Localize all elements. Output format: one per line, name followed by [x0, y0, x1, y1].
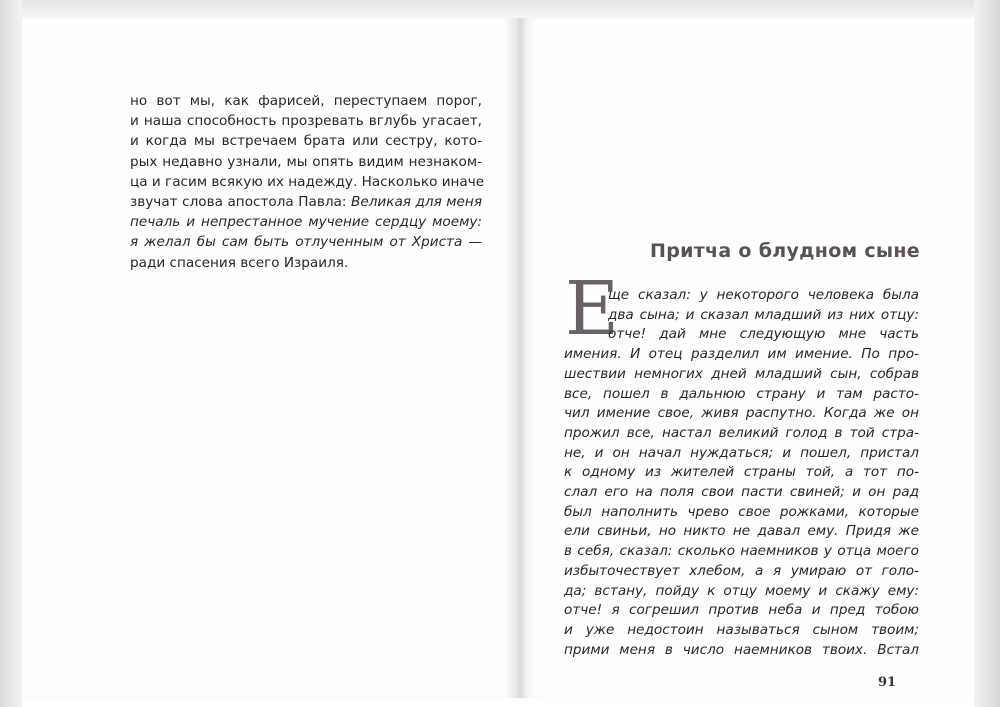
text-line: но вот мы, как фарисей, переступаем порог, [130, 93, 482, 109]
text-line: не, и он начал нуждаться; и пошел, пристал [564, 444, 919, 461]
scan-right-edge [974, 0, 1000, 707]
text-line: рых недавно узнали, мы опять видим незнаком- [130, 153, 482, 170]
text-line: ради спасения всего Израиля. [130, 254, 349, 271]
scan-top-edge [0, 0, 1000, 18]
text-line: чил имение свое, живя распутно. Когда же он [564, 405, 919, 422]
text-line: да; встану, пойду к отцу моему и скажу ему: [564, 582, 919, 599]
text-line: слал его на поля свои пасти свиней; и он рад [564, 484, 919, 501]
text-line: шествии немногих дней младший сын, собрав [564, 365, 919, 382]
text-line: ца и гасим всякую их надежду. Насколько иначе [130, 173, 485, 190]
text-line: прими меня в число наемников твоих. Встал [564, 641, 919, 658]
text-line: к одному из жителей страны той, а тот по- [564, 464, 919, 481]
page-number: 91 [878, 675, 897, 690]
book-gutter [515, 18, 525, 698]
text-line: два сына; и сказал младший из них отцу: [608, 306, 919, 323]
text-line: прожил все, настал великий голод в той стра- [564, 424, 919, 441]
text-line: и наша способность прозревать вглубь угасает, [130, 113, 482, 130]
text-line: и уже недостоин называться сыном твоим; [564, 621, 919, 638]
text-line: печаль и непрестанное мучение сердцу моему: [130, 214, 482, 231]
text-line: ще сказал: у некоторого человека была [608, 287, 919, 303]
text-line: все, пошел в дальнюю страну и там расто- [564, 385, 919, 402]
text-line: в себя, сказал: сколько наемников у отца моего [564, 543, 919, 560]
text-line: звучат слова апостола Павла: Великая для меня [130, 194, 482, 211]
right-page-text [564, 286, 919, 660]
scan-left-edge [0, 0, 22, 707]
drop-cap: Е [565, 266, 620, 352]
text-line: отче! я согрешил против неба и пред тобою [564, 602, 919, 619]
text-line: избыточествует хлебом, а я умираю от голо- [564, 562, 919, 579]
text-line: имения. И отец разделил им имение. По про- [564, 346, 919, 363]
chapter-title: Притча о блудном сыне [650, 240, 920, 262]
left-page-text [130, 91, 485, 273]
text-line: ели свиньи, но никто не давал ему. Придя же [564, 523, 919, 540]
text-line: отче! дай мне следующую мне часть [608, 326, 919, 343]
text-line: я желал бы сам быть отлученным от Христа — [130, 234, 482, 251]
text-line: был наполнить чрево свое рожками, которые [564, 503, 919, 520]
text-line: и когда мы встречаем брата или сестру, кото- [130, 133, 482, 150]
